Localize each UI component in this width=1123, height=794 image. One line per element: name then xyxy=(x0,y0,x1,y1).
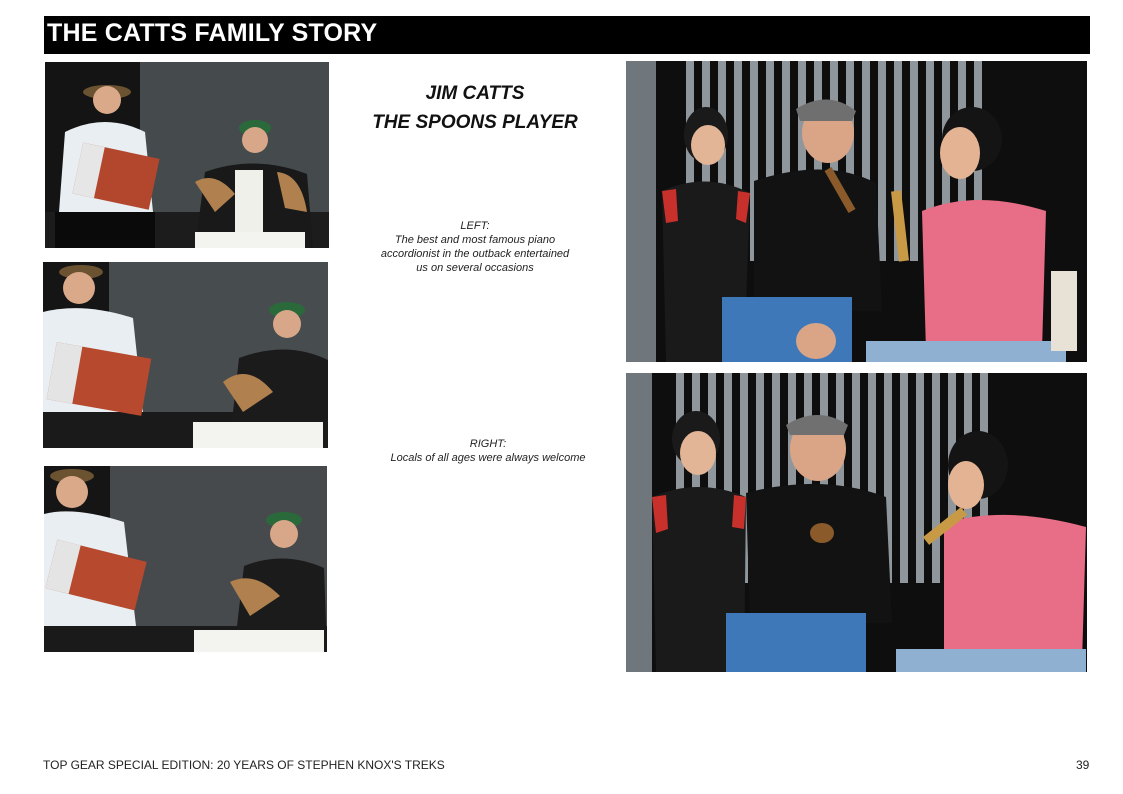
photo-accordion-3 xyxy=(44,466,327,652)
caption-left-line: us on several occasions xyxy=(416,262,534,274)
footer-publication: TOP GEAR SPECIAL EDITION: 20 YEARS OF STEPHEN KNOX'S TREKS xyxy=(43,758,445,772)
article-heading-subtitle: THE SPOONS PLAYER xyxy=(372,112,578,133)
photo-locals-1 xyxy=(626,61,1087,362)
article-heading-name: JIM CATTS xyxy=(425,83,525,104)
caption-right-label: RIGHT: xyxy=(469,438,507,450)
title-bar xyxy=(44,16,1090,54)
caption-right xyxy=(368,437,608,465)
caption-left-line: accordionist in the outback entertained xyxy=(380,248,570,260)
caption-left xyxy=(355,219,595,275)
photo-accordion-2 xyxy=(43,262,328,448)
caption-right-line: Locals of all ages were always welcome xyxy=(390,452,586,464)
photo-locals-2 xyxy=(626,373,1087,672)
page-number: 39 xyxy=(1076,758,1090,772)
caption-left-label: LEFT: xyxy=(460,220,490,232)
photo-accordion-1 xyxy=(45,62,329,248)
caption-left-line: The best and most famous piano xyxy=(394,234,556,246)
page-title: THE CATTS FAMILY STORY xyxy=(47,19,378,47)
